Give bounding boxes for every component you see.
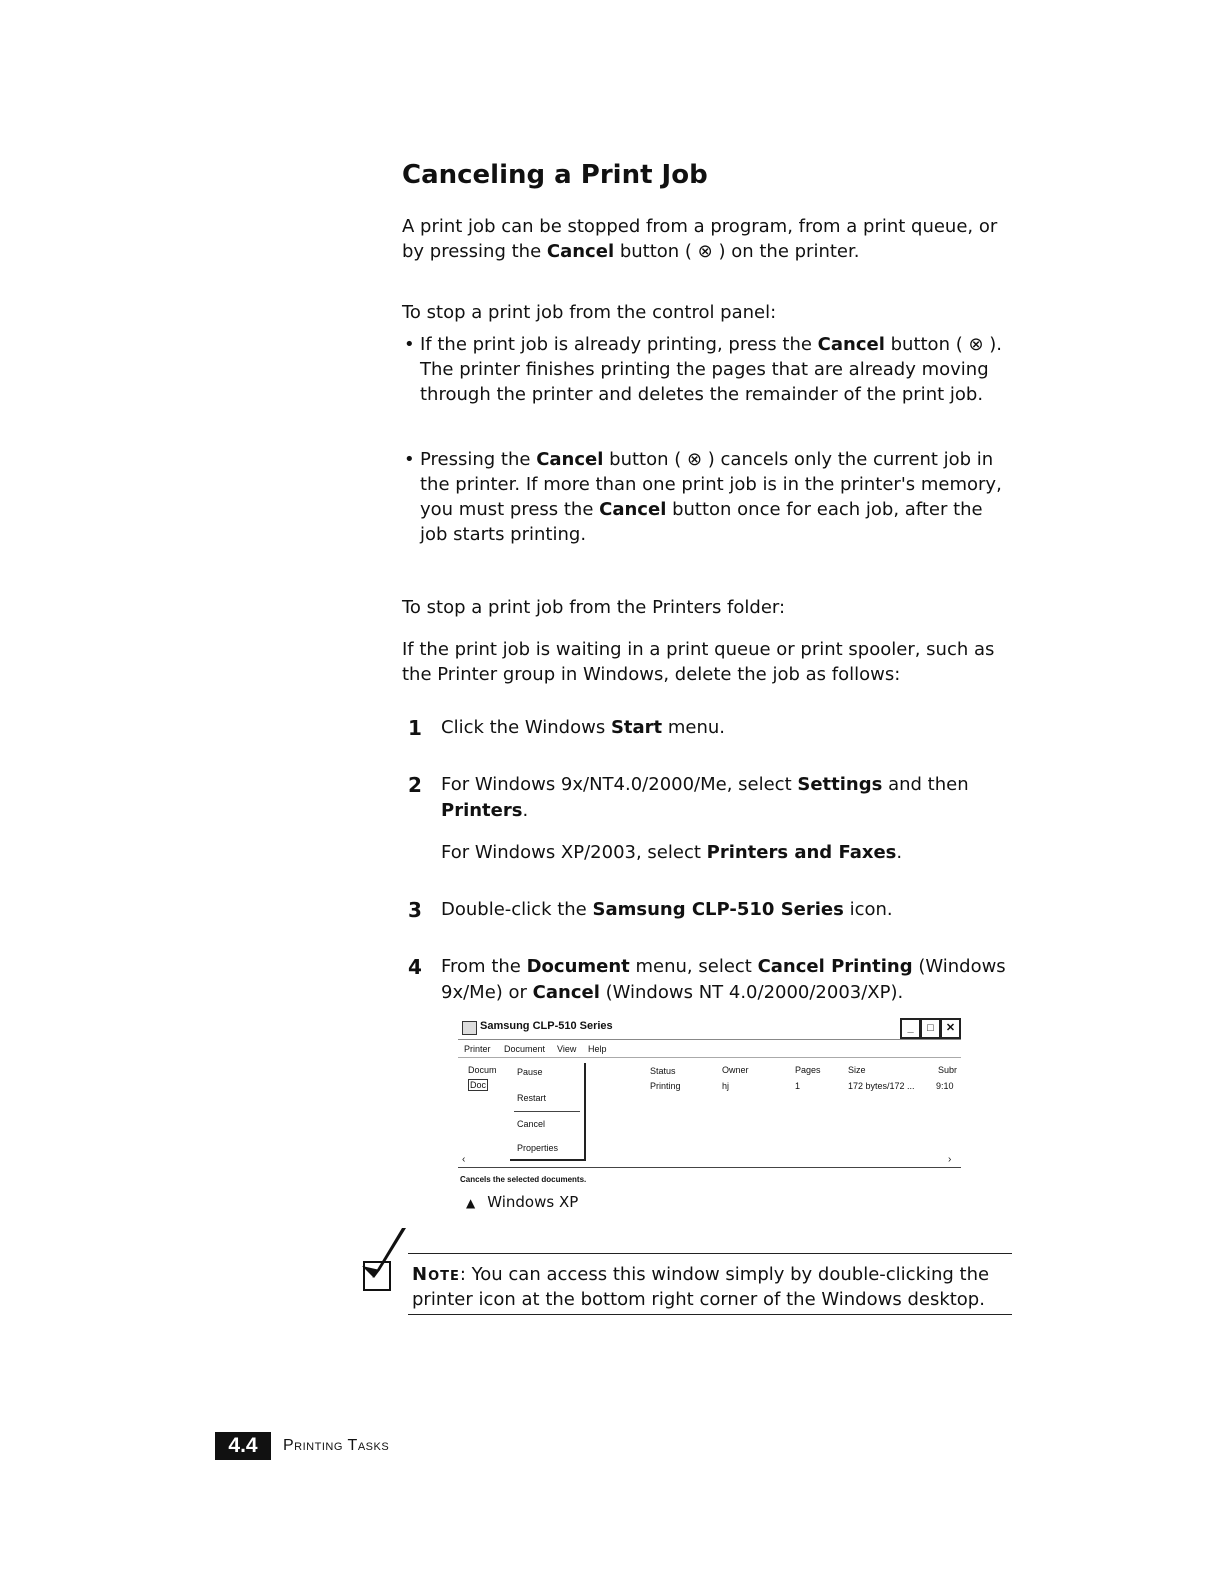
- menu-item-properties[interactable]: Properties: [517, 1143, 559, 1153]
- minimize-icon[interactable]: _: [900, 1018, 921, 1039]
- control-panel-heading: To stop a print job from the control panel:: [402, 302, 777, 323]
- scroll-right-icon[interactable]: ›: [948, 1154, 952, 1165]
- printer-icon: [462, 1021, 477, 1035]
- horizontal-scrollbar[interactable]: [458, 1154, 961, 1168]
- checkmark-icon: [360, 1226, 406, 1294]
- window-menubar: [458, 1041, 961, 1058]
- figure-caption: ▲ Windows XP: [466, 1193, 579, 1211]
- menu-document[interactable]: Document: [504, 1044, 546, 1054]
- menu-printer[interactable]: Printer: [464, 1044, 491, 1054]
- menu-separator: [514, 1111, 580, 1112]
- document-submitted: 9:10: [936, 1081, 954, 1091]
- status-bar: Cancels the selected documents.: [460, 1175, 587, 1184]
- column-submitted[interactable]: Subr: [938, 1065, 958, 1075]
- document-context-menu: [510, 1063, 586, 1161]
- maximize-icon[interactable]: □: [920, 1018, 941, 1039]
- document-size: 172 bytes/172 ...: [848, 1081, 915, 1091]
- column-size[interactable]: Size: [848, 1065, 866, 1075]
- bullet-icon: •: [404, 449, 415, 470]
- note-text: Note: You can access this window simply by double-clicking the printer icon at the bottom right corner of the Windows desktop.: [412, 1264, 990, 1310]
- note-divider: [408, 1253, 1012, 1254]
- printer-queue-window: [458, 1017, 961, 1187]
- menu-item-restart[interactable]: Restart: [517, 1093, 547, 1103]
- scroll-left-icon[interactable]: ‹: [462, 1154, 466, 1165]
- triangle-icon: ▲: [466, 1196, 476, 1210]
- window-title: Samsung CLP-510 Series: [480, 1020, 613, 1032]
- section-name: Printing Tasks: [283, 1437, 390, 1454]
- page-number: 4.4: [215, 1432, 271, 1460]
- column-document[interactable]: Docum: [468, 1065, 497, 1075]
- printers-folder-intro: If the print job is waiting in a print queue or print spooler, such as the Printer group in Windows, delete the job as follows:: [402, 639, 995, 685]
- page-title: Canceling a Print Job: [402, 160, 708, 190]
- close-icon[interactable]: ✕: [940, 1018, 961, 1039]
- document-name[interactable]: Doc: [470, 1080, 487, 1090]
- menu-help[interactable]: Help: [588, 1044, 607, 1054]
- column-owner[interactable]: Owner: [722, 1065, 749, 1075]
- document-owner: hj: [722, 1081, 730, 1091]
- menu-item-cancel[interactable]: Cancel: [517, 1119, 546, 1129]
- window-titlebar: [458, 1017, 961, 1040]
- note-divider: [408, 1314, 1012, 1315]
- printers-folder-heading: To stop a print job from the Printers folder:: [402, 597, 786, 618]
- menu-view[interactable]: View: [557, 1044, 577, 1054]
- menu-item-pause[interactable]: Pause: [517, 1067, 543, 1077]
- document-status: Printing: [650, 1081, 681, 1091]
- note-label: Note: [412, 1264, 460, 1285]
- column-pages[interactable]: Pages: [795, 1065, 821, 1075]
- column-status[interactable]: Status: [650, 1066, 676, 1076]
- document-pages: 1: [795, 1081, 801, 1091]
- bullet-icon: •: [404, 334, 415, 355]
- intro-paragraph: A print job can be stopped from a program, from a print queue, or by pressing the Cancel button ( ⊗ ) on the printer.: [402, 216, 998, 262]
